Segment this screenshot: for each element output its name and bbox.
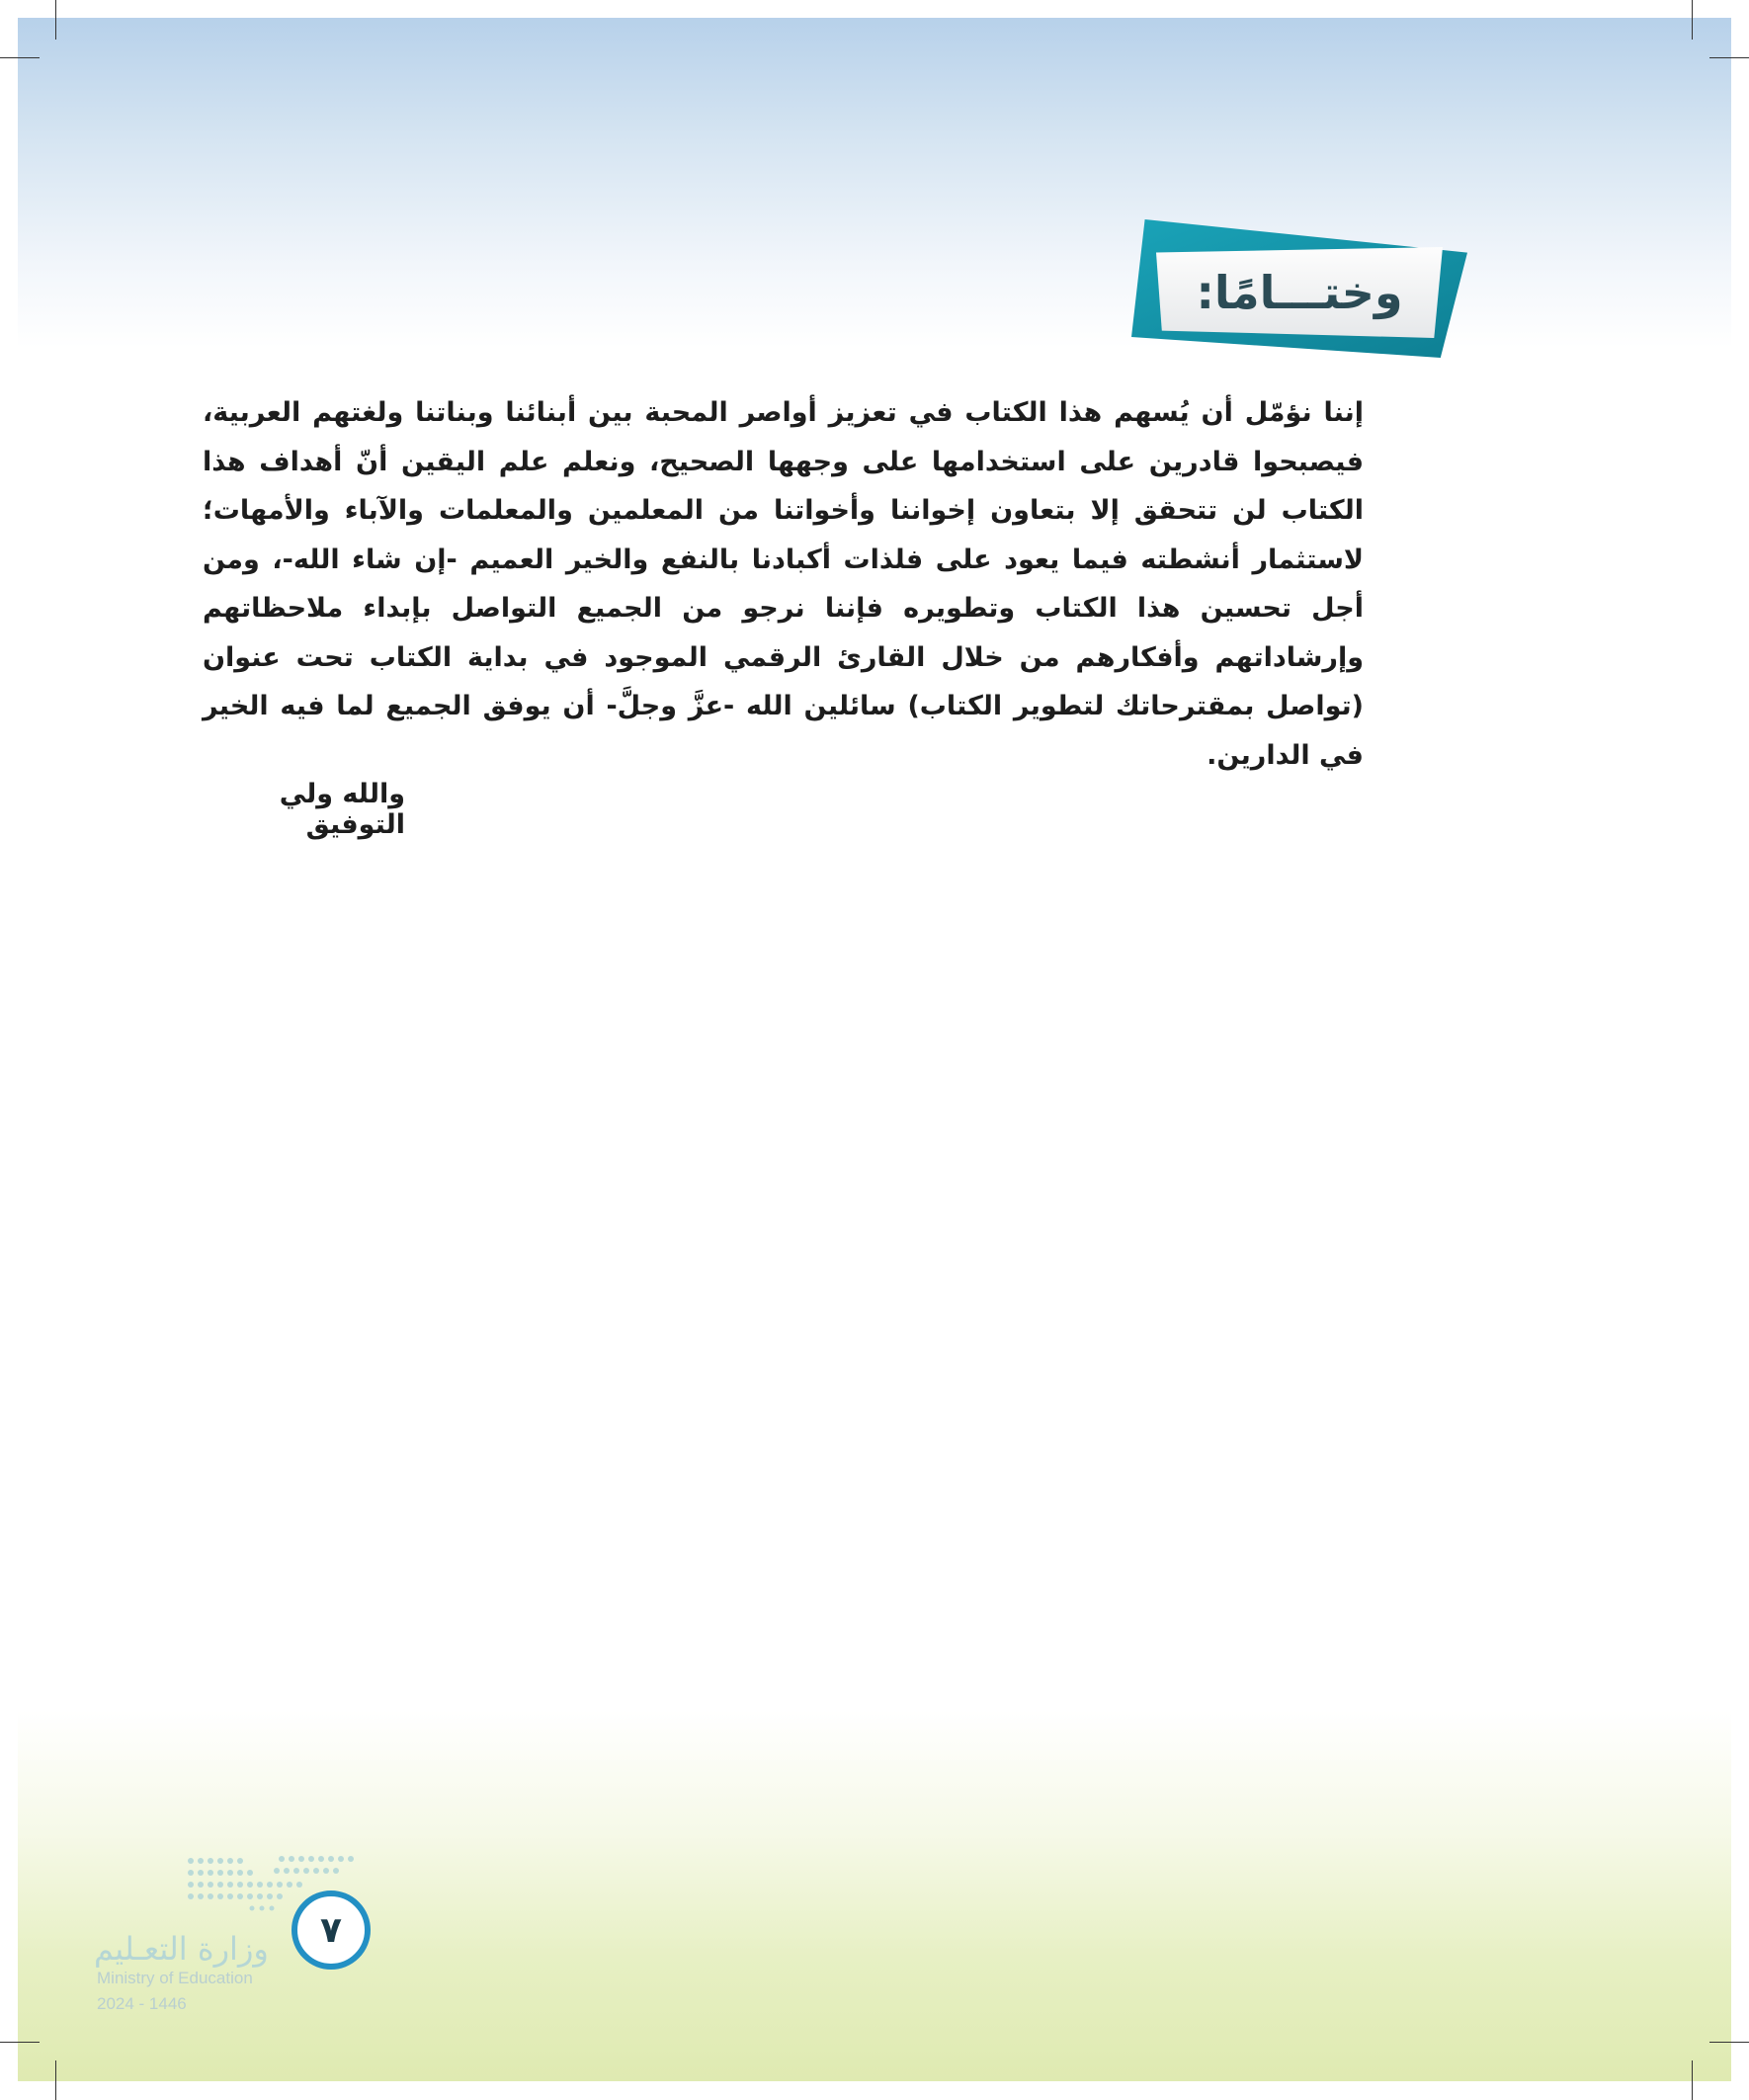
- crop-mark: [1692, 2060, 1693, 2100]
- crop-mark: [1709, 57, 1749, 58]
- closing-line: والله ولي التوفيق: [279, 779, 405, 840]
- crop-mark: [55, 2060, 56, 2100]
- ministry-logo: [94, 1853, 321, 2031]
- crop-mark: [0, 2042, 40, 2043]
- page-number: ٧: [320, 1909, 342, 1951]
- crop-mark: [1709, 2042, 1749, 2043]
- crop-mark: [55, 0, 56, 40]
- ministry-name-arabic: وزارة التعـليم: [94, 1930, 269, 1968]
- crop-mark: [0, 57, 40, 58]
- section-heading: وختـــامًا:: [1196, 266, 1403, 319]
- page-background: [18, 18, 1731, 2081]
- heading-banner: [1126, 219, 1472, 363]
- ministry-name-english: Ministry of Education: [97, 1969, 253, 1987]
- body-paragraph: إننا نؤمّل أن يُسهم هذا الكتاب في تعزيز أواصر المحبة بين أبنائنا وبناتنا ولغتهم العربية، فيصبحوا قادرين على استخدامها على وجهها الصحيح، ونعلم علم اليقين أنّ أهداف هذا الكتاب لن تتحقق إلا بتعاون إخواننا وأخواتنا من المعلمين والمعلمات والآباء والأمهات؛ لاستثمار أنشطته فيما يعود على فلذات أكبادنا بالنفع والخير العميم -إن شاء الله-، ومن أجل تحسين هذا الكتاب وتطويره فإننا نرجو من الجميع التواصل بإبداء ملاحظاتهم وإرشاداتهم وأفكارهم من خلال القارئ الرقمي الموجود في بداية الكتاب تحت عنوان (تواصل بمقترحاتك لتطوير الكتاب) سائلين الله -عزَّ وجلَّ- أن يوفق الجميع لما فيه الخير في الدارين.: [203, 397, 1364, 771]
- page-number-badge: [292, 1890, 371, 1970]
- edition-year: 2024 - 1446: [97, 1994, 187, 2013]
- crop-mark: [1692, 0, 1693, 40]
